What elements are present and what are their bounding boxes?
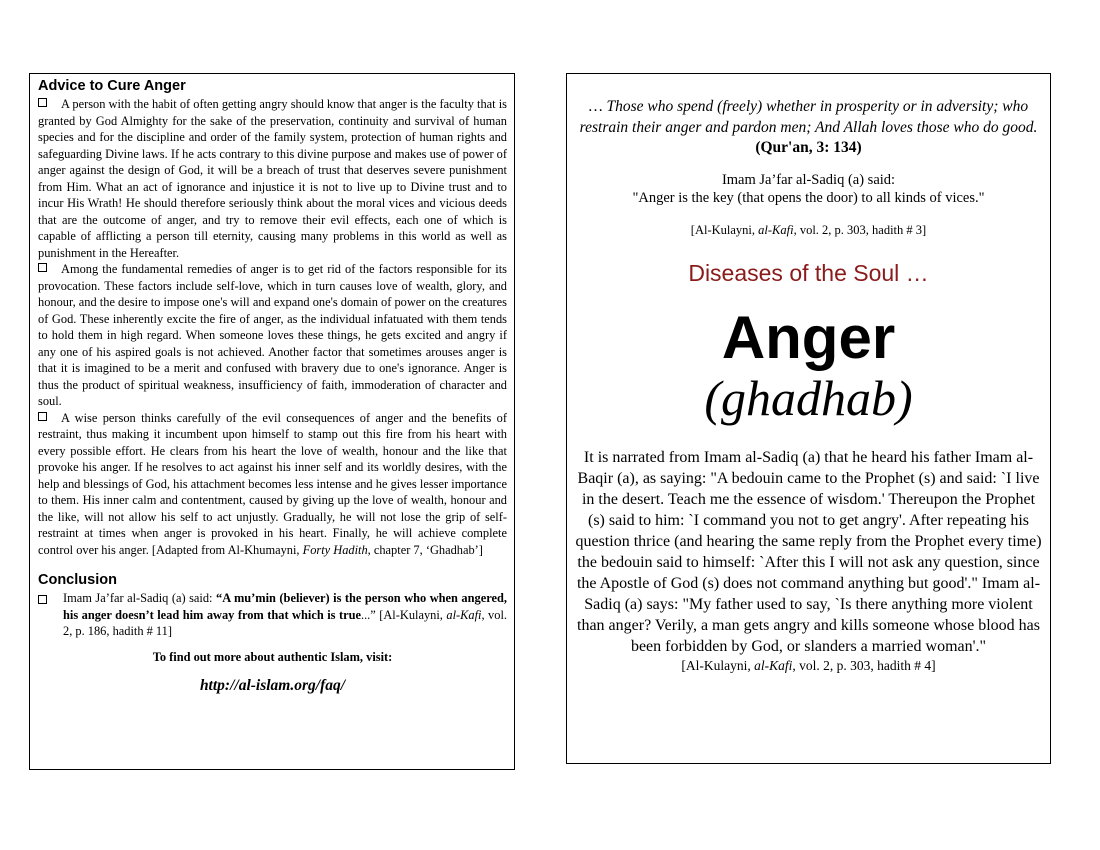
checkbox-bullet-icon <box>38 263 47 272</box>
hadith-attribution: Imam Ja’far al-Sadiq (a) said: <box>721 172 896 188</box>
forty-hadith-citation: Forty Hadith <box>302 542 368 557</box>
advice-paragraph-2: Among the fundamental remedies of anger is to get rid of the factors responsible for its provocation. These factors include self-love, which in turn causes love of wealth, glory, and honour, and the desire to impose one's will and expand one's domain of power on the creatures of God. These inherently excite the fire of anger, as the individual infatuated with them tends to hold them in high regard. When someone loves these things, he gets excited and angry if any one of his aspired goals is not achieved. Another factor that sometimes arouses anger is that it is imagined to be a merit and confused with bravery due to one's ignorance. Anger is thus the product of spiritual weakness, insufficiency of faith, immoderation of character and soul. <box>38 262 507 408</box>
hadith-reference: [Al-Kulayni, al-Kafi, vol. 2, p. 303, hadith # 3] <box>690 223 927 237</box>
advice-paragraph-3: A wise person thinks carefully of the evil consequences of anger and the benefits of restraint, thus making it incumbent upon himself to stamp out this fire from his heart with every possible effort. He clears from his heart the love of wealth, honour and the like that provoke his anger. If he resolves to act against his inner self and its worldly desires, with the help and blessings of God, his attachment becomes less intense and he gives lesser importance to them. His inner calm and contentment, caused by giving up the love of wealth, honour and the like, will not allow his self to act unjustly. Gradually, he will not lose the grip of self-restraint at times when anger is provoked in his heart. Finally, he will achieve complete control over his anger. [Adapted from Al-Khumayni, Forty Hadith, chapter 7, ‘Ghadhab’] <box>38 410 507 557</box>
checkbox-bullet-icon <box>38 412 47 421</box>
narration-text: It is narrated from Imam al-Sadiq (a) that he heard his father Imam al-Baqir (a), as saying: "A bedouin came to the Prophet (s) and said: `I live in the desert. Teach me the essence of wisdom.' Thereupon the Prophet (s) said to him: `I command you not to get angry'. After repeating his question thrice (and hearing the same reply from the Prophet every time) the bedouin said to himself: `After this I will not ask any question, since the Apostle of God (s) does not command anything but good'." Imam al-Sadiq (a) says: "My father used to say, `Is there anything more violent than anger? Verily, a man gets angry and kills someone whose blood has been forbidden by God, or slanders a married woman'." <box>575 449 1042 655</box>
checkbox-bullet-icon <box>38 98 47 107</box>
checkbox-bullet-icon <box>38 595 47 604</box>
conclusion-item: Imam Ja’far al-Sadiq (a) said: “A mu’min (believer) is the person who when angered, his anger doesn’t lead him away from that which is true...” [Al-Kulayni, al-Kafi, vol. 2, p. 186, hadith # 11] <box>38 590 507 640</box>
conclusion-heading: Conclusion <box>38 572 117 588</box>
series-title: Diseases of the Soul … <box>688 260 929 286</box>
page-subtitle: (ghadhab) <box>704 370 913 426</box>
narration-reference: [Al-Kulayni, al-Kafi, vol. 2, p. 303, hadith # 4] <box>681 658 936 673</box>
visit-text: To find out more about authentic Islam, visit: <box>152 649 393 664</box>
quran-verse: … Those who spend (freely) whether in prosperity or in adversity; who restrain their anger and pardon men; And Allah loves those who do good. <box>579 98 1038 136</box>
cover-panel <box>566 73 1051 764</box>
quran-reference: (Qur'an, 3: 134) <box>755 139 862 156</box>
hadith-text: "Anger is the key (that opens the door) to all kinds of vices." <box>632 190 985 206</box>
advice-paragraph-1: A person with the habit of often getting angry should know that anger is the faculty that is granted by God Almighty for the sake of the preservation, continuity and survival of human species and for the discipline and order of the family system, protection of human rights and safeguarding Divine laws. If he acts contrary to this divine purpose and makes use of power of anger against the design of God, it will be a breach of trust that deserves severe punishment from Him. What an act of ignorance and injustice it is not to live up to Divine trust and to incur His Wrath! He should therefore seriously think about the moral vices and vicious deeds that are the outcome of anger, and try to remove their evil effects, each one of which is capable of afflicting a person till eternity, causing many problems in this world as well as punishment in the Hereafter. <box>38 97 507 260</box>
advice-panel <box>29 73 515 770</box>
page-title: Anger <box>721 304 896 371</box>
conclusion-quote: “A mu’min (believer) is the person who when angered, his anger doesn’t lead him away from that which is true <box>63 591 507 622</box>
advice-heading: Advice to Cure Anger <box>38 78 186 94</box>
website-link[interactable]: http://al-islam.org/faq/ <box>199 676 346 694</box>
